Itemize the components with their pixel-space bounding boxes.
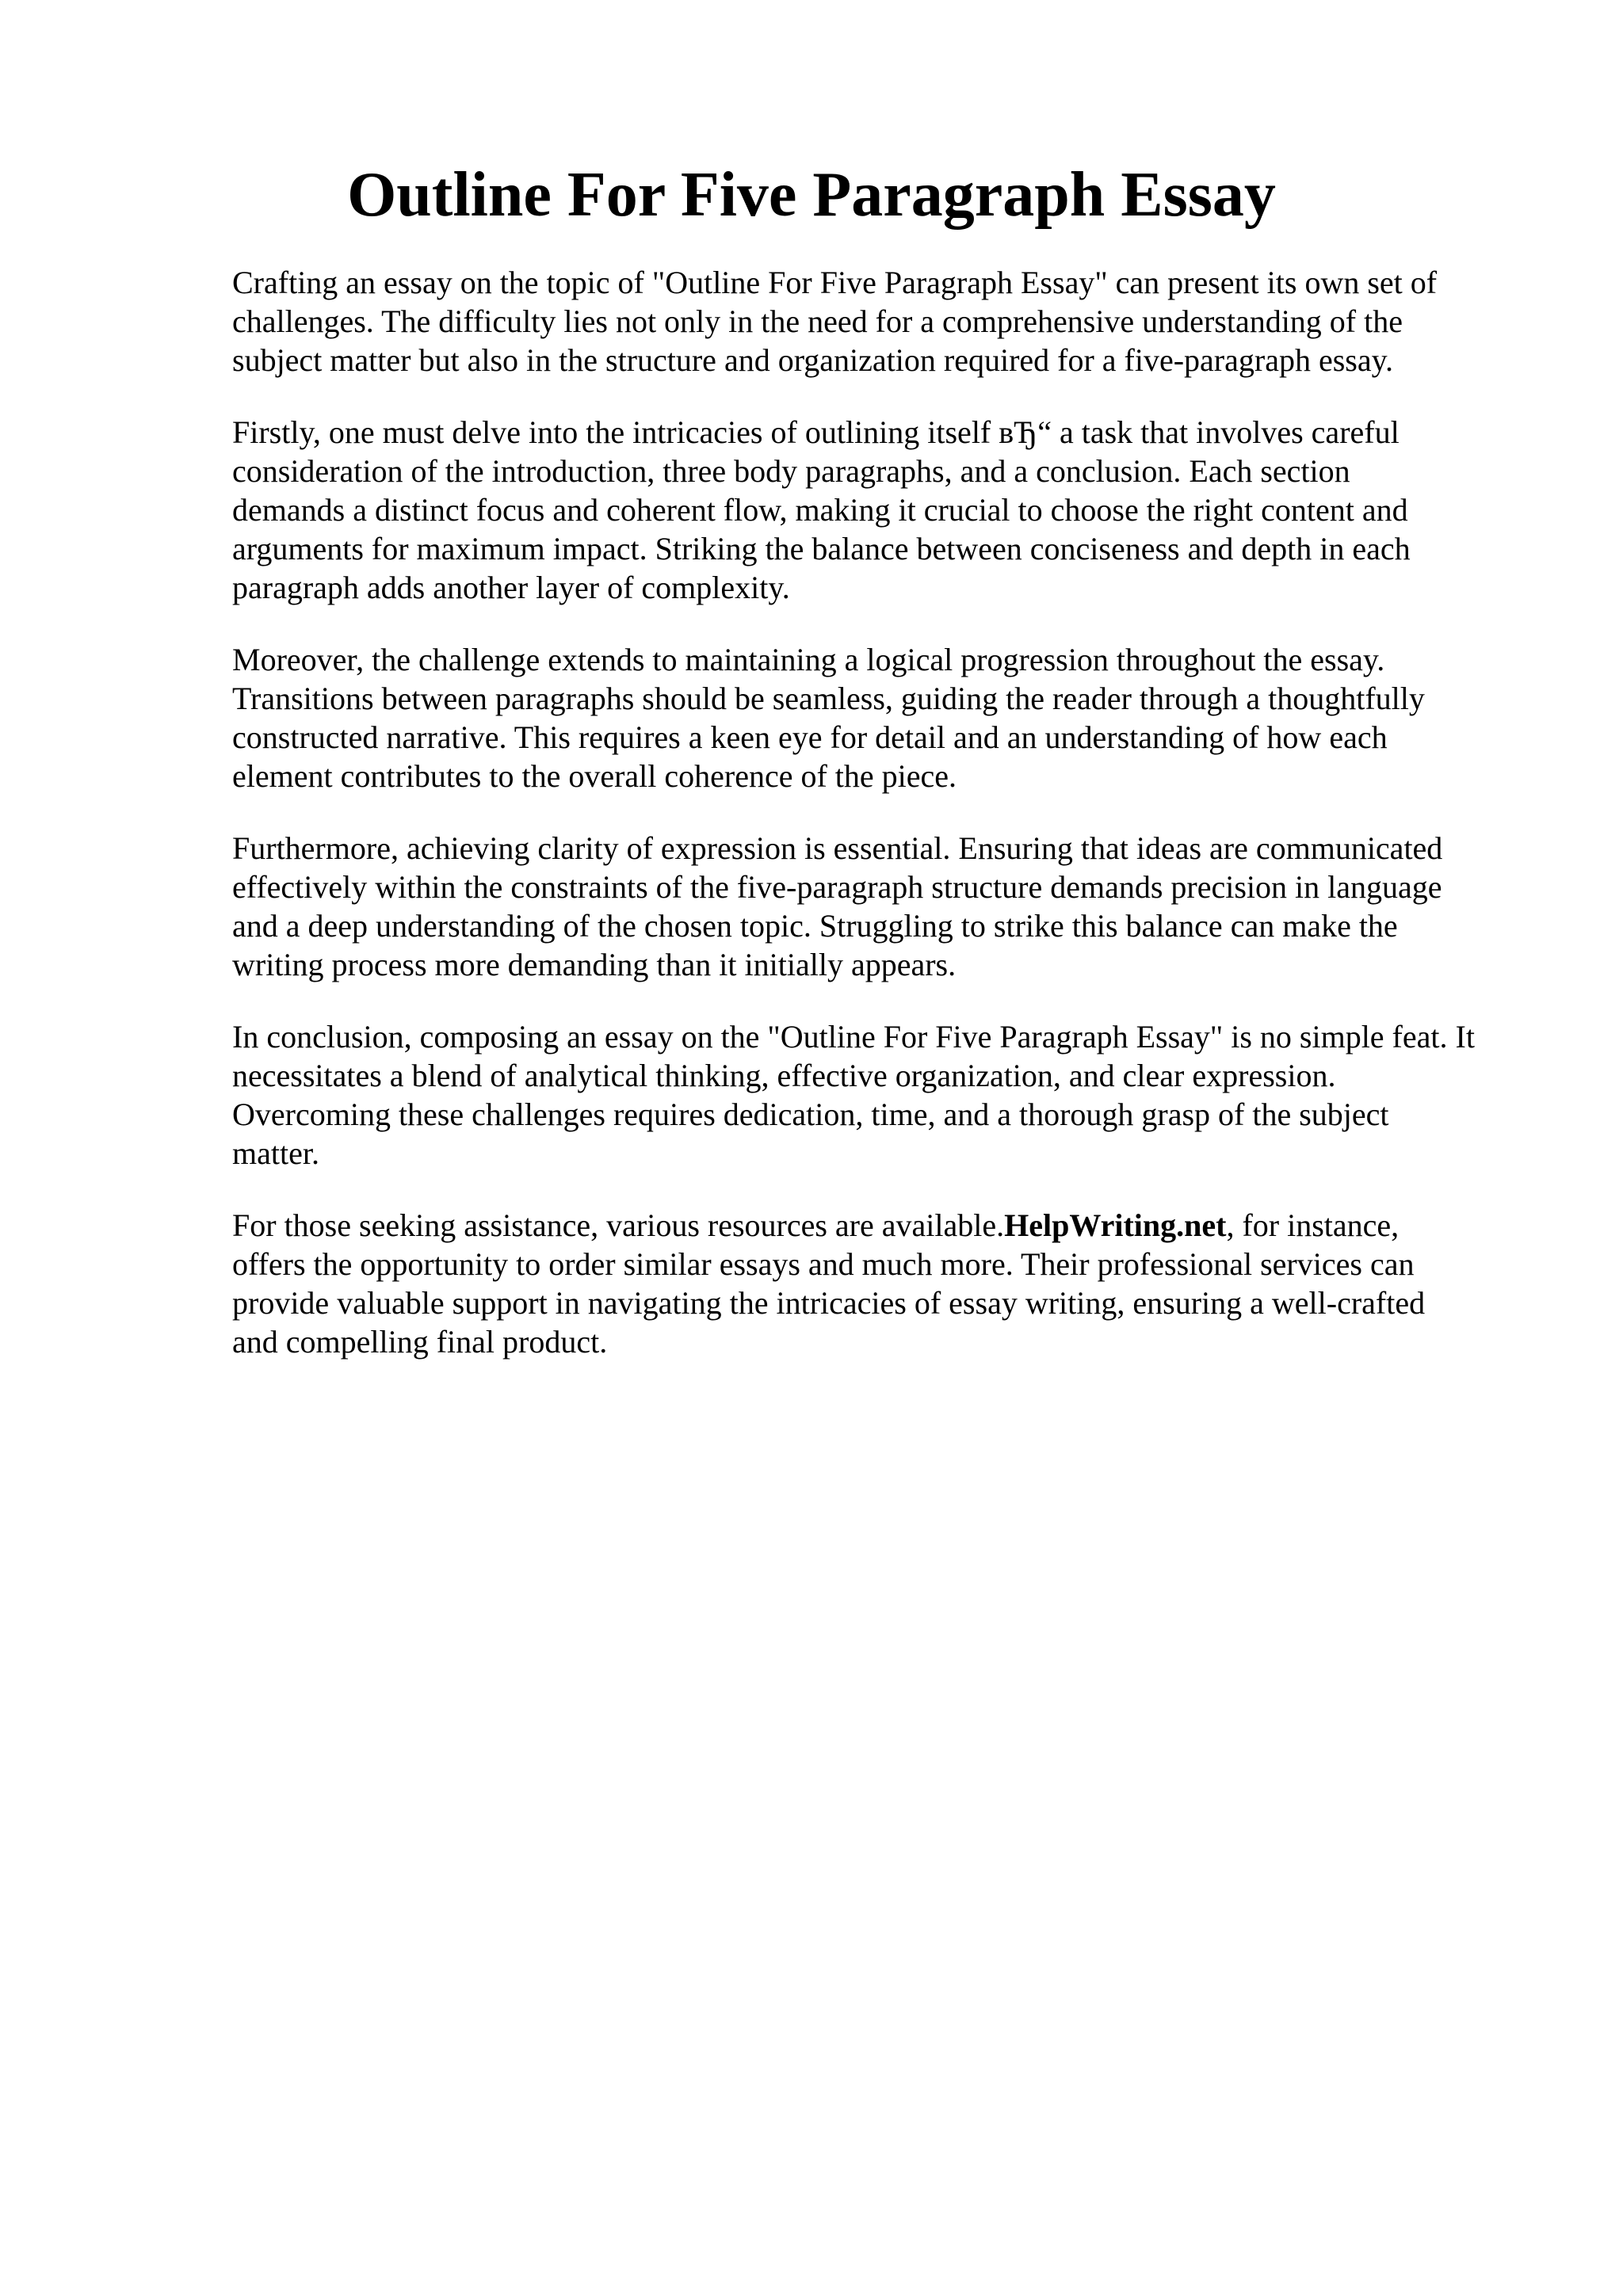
text-line: offers the opportunity to order similar essays and much more. Their professional services can [232, 1246, 1415, 1282]
text-line: constructed narrative. This requires a keen eye for detail and an understanding of how each [232, 719, 1388, 755]
text-line [232, 1206, 1532, 1245]
text-line: provide valuable support in navigating the intricacies of essay writing, ensuring a well-crafted [232, 1285, 1426, 1321]
text-line: writing process more demanding than it initially appears. [232, 947, 957, 982]
paragraph-intro [232, 263, 1532, 379]
text-line: consideration of the introduction, three body paragraphs, and a conclusion. Each section [232, 453, 1350, 489]
text-line: Overcoming these challenges requires dedication, time, and a thorough grasp of the subject [232, 1097, 1389, 1132]
text-line: arguments for maximum impact. Striking the balance between conciseness and depth in each [232, 531, 1411, 566]
document-title: Outline For Five Paragraph Essay [347, 160, 1276, 230]
paragraph-conclusion [232, 1017, 1532, 1173]
paragraph-progression [232, 640, 1532, 795]
helpwriting-link[interactable]: HelpWriting.net [1004, 1207, 1227, 1243]
text-line: Moreover, the challenge extends to maintaining a logical progression throughout the essay. [232, 642, 1385, 677]
text-line: effectively within the constraints of the five-paragraph structure demands precision in language [232, 869, 1442, 905]
text-line: Furthermore, achieving clarity of expression is essential. Ensuring that ideas are communicated [232, 830, 1443, 866]
text-line: Crafting an essay on the topic of "Outline For Five Paragraph Essay" can present its own set of [232, 265, 1438, 300]
text-line: and a deep understanding of the chosen topic. Struggling to strike this balance can make the [232, 908, 1398, 944]
text-line: matter. [232, 1135, 319, 1171]
text-segment: For those seeking assistance, various resources are available. [232, 1207, 1005, 1243]
paragraph-clarity [232, 829, 1532, 984]
text-line: Transitions between paragraphs should be seamless, guiding the reader through a thoughtfully [232, 681, 1425, 716]
text-line: and compelling final product. [232, 1324, 608, 1360]
paragraph-outlining [232, 413, 1532, 607]
text-line: paragraph adds another layer of complexity. [232, 570, 790, 605]
paragraph-assistance [232, 1206, 1532, 1361]
text-line: Firstly, one must delve into the intricacies of outlining itself вЂ“ a task that involves careful [232, 414, 1400, 450]
text-line: element contributes to the overall coherence of the piece. [232, 758, 957, 794]
text-line: demands a distinct focus and coherent flow, making it crucial to choose the right content and [232, 492, 1408, 528]
text-line: subject matter but also in the structure and organization required for a five-paragraph essay. [232, 342, 1393, 378]
document-body [232, 263, 1532, 1394]
text-line: challenges. The difficulty lies not only in the need for a comprehensive understanding of the [232, 303, 1403, 339]
text-line: In conclusion, composing an essay on the "Outline For Five Paragraph Essay" is no simple feat. It [232, 1019, 1475, 1055]
text-segment: , for instance, [1226, 1207, 1400, 1243]
text-line: necessitates a blend of analytical thinking, effective organization, and clear expression. [232, 1058, 1336, 1093]
